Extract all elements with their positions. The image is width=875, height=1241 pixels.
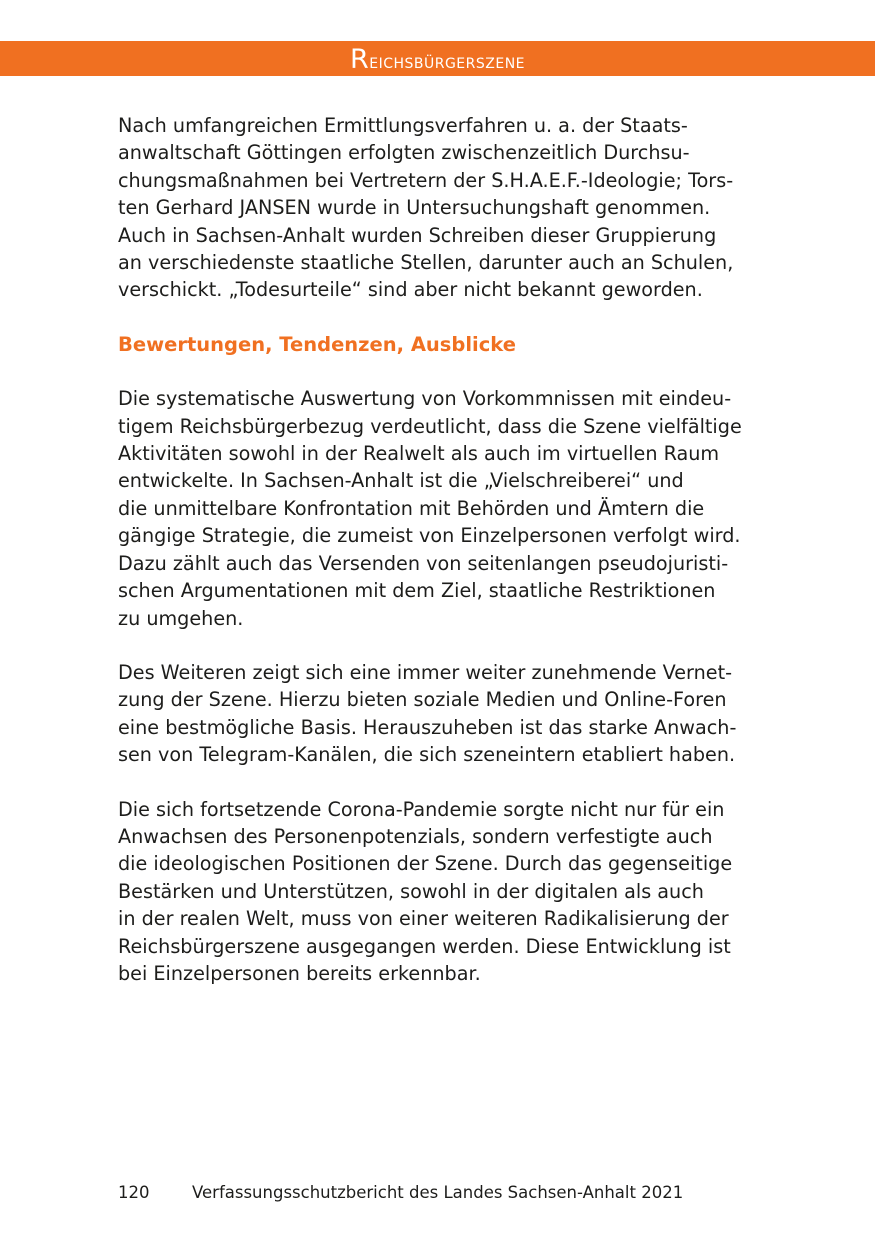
text-line: Anwachsen des Personenpotenzials, sondern verfestigte auch [118,824,713,848]
text-line: Dazu zählt auch das Versenden von seitenlangen pseudojuristi- [118,551,729,575]
page-number: 120 [118,1183,150,1202]
text-line: Nach umfangreichen Ermittlungsverfahren u. a. der Staats- [118,114,688,137]
page-content [118,112,758,1014]
text-line: Auch in Sachsen-Anhalt wurden Schreiben dieser Gruppierung [118,223,717,247]
chapter-title-initial: R [349,44,370,75]
text-line: ten Gerhard JANSEN wurde in Untersuchungshaft genommen. [118,196,711,220]
text-line: in der realen Welt, muss von einer weiteren Radikalisierung der [118,907,729,931]
text-line: Des Weiteren zeigt sich eine immer weiter zunehmende Vernet- [118,660,733,684]
text-line: die unmittelbare Konfrontation mit Behörden und Ämtern die [118,496,705,520]
text-line: bei Einzelpersonen bereits erkennbar. [118,961,481,985]
text-line: schen Argumentationen mit dem Ziel, staatliche Restriktionen [118,579,716,603]
chapter-header-bar [0,41,875,76]
section-heading: Bewertungen, Tendenzen, Ausblicke [118,332,516,356]
chapter-title-rest: eichsbürgerszene [369,49,526,73]
text-line: chungsmaßnahmen bei Vertretern der S.H.A.E.F.-Ideologie; Tors- [118,168,734,192]
text-line: verschickt. „Todesurteile“ sind aber nicht bekannt geworden. [118,278,703,302]
text-line: an verschiedenste staatliche Stellen, darunter auch an Schulen, [118,251,734,275]
text-line: sen von Telegram-Kanälen, die sich szeneintern etabliert haben. [118,743,736,767]
text-line: gängige Strategie, die zumeist von Einzelpersonen verfolgt wird. [118,524,741,548]
section-paragraph-2 [118,659,758,769]
text-line: Die systematische Auswertung von Vorkommnissen mit eindeu- [118,387,732,411]
text-line: zung der Szene. Hierzu bieten soziale Medien und Online-Foren [118,688,727,712]
text-line: die ideologischen Positionen der Szene. Durch das gegenseitige [118,852,733,876]
chapter-title [0,41,875,76]
text-line: Die sich fortsetzende Corona-Pandemie sorgte nicht nur für ein [118,797,725,821]
section-paragraph-3 [118,796,758,988]
section-paragraph-1 [118,385,758,632]
text-line: Bestärken und Unterstützen, sowohl in der digitalen als auch [118,879,704,903]
page-footer [118,1181,683,1205]
publication-title: Verfassungsschutzbericht des Landes Sachsen-Anhalt 2021 [192,1183,684,1202]
intro-paragraph [118,112,758,304]
text-line: entwickelte. In Sachsen-Anhalt ist die „Vielschreiberei“ und [118,469,684,493]
text-line: Reichsbürgerszene ausgegangen werden. Diese Entwicklung ist [118,934,731,958]
text-line: anwaltschaft Göttingen erfolgten zwischenzeitlich Durchsu- [118,141,690,165]
text-line: eine bestmögliche Basis. Herauszuheben ist das starke Anwach- [118,715,737,739]
text-line: zu umgehen. [118,606,244,630]
text-line: tigem Reichsbürgerbezug verdeutlicht, dass die Szene vielfältige [118,414,742,438]
text-line: Aktivitäten sowohl in der Realwelt als auch im virtuellen Raum [118,442,720,466]
